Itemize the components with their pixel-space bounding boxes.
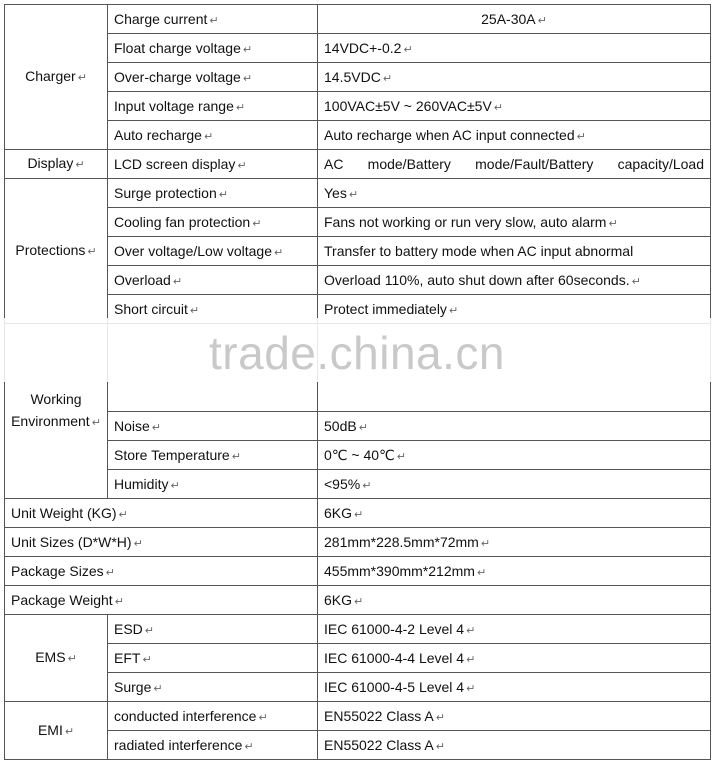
label-cell: Short circuit ↵ [108,295,318,324]
table-row [5,470,711,499]
spec-table [4,4,711,760]
table-row [5,34,711,63]
value-cell: EN55022 Class A ↵ [318,702,711,731]
table-row [5,499,711,528]
table-row [5,441,711,470]
value-cell: Auto recharge when AC input connected ↵ [318,121,711,150]
value-cell: Transfer to battery mode when AC input abnormal [318,237,711,266]
table-row [5,266,711,295]
label-cell: Cooling fan protection ↵ [108,208,318,237]
label-cell: Over-charge voltage ↵ [108,63,318,92]
value-cell: AC mode/Battery mode/Fault/Battery capacity/Load [318,150,711,179]
value-cell: 25A-30A ↵ [318,5,711,34]
category-cell: Protections ↵ [5,179,108,324]
table-row [5,412,711,441]
value-cell: Overload 110%, auto shut down after 60seconds. ↵ [318,266,711,295]
label-cell: radiated interference ↵ [108,731,318,760]
value-cell: 0℃ ~ 40℃ ↵ [318,441,711,470]
value-cell: 6KG ↵ [318,499,711,528]
label-cell: Package Weight ↵ [5,586,318,615]
table-row [5,557,711,586]
label-cell: conducted interference ↵ [108,702,318,731]
table-row [5,673,711,702]
label-cell: Input voltage range ↵ [108,92,318,121]
label-cell: ESD ↵ [108,615,318,644]
table-row [5,615,711,644]
table-row [5,5,711,34]
value-cell: Fans not working or run very slow, auto alarm ↵ [318,208,711,237]
table-row [5,702,711,731]
label-cell: EFT ↵ [108,644,318,673]
value-cell: 100VAC±5V ~ 260VAC±5V ↵ [318,92,711,121]
label-cell: Float charge voltage ↵ [108,34,318,63]
value-cell: 14VDC+-0.2 ↵ [318,34,711,63]
table-row [5,150,711,179]
table-row [5,179,711,208]
label-cell: Overload ↵ [108,266,318,295]
table-row [5,208,711,237]
value-cell: 281mm*228.5mm*72mm ↵ [318,528,711,557]
table-row [5,92,711,121]
label-cell: Over voltage/Low voltage ↵ [108,237,318,266]
table-row [5,731,711,760]
value-cell: Protect immediately ↵ [318,295,711,324]
value-cell: 455mm*390mm*212mm ↵ [318,557,711,586]
value-cell: 50dB ↵ [318,412,711,441]
label-cell: Surge protection ↵ [108,179,318,208]
label-cell: Humidity ↵ [108,470,318,499]
value-cell: IEC 61000-4-2 Level 4 ↵ [318,615,711,644]
table-row [5,63,711,92]
label-cell: Store Temperature ↵ [108,441,318,470]
category-cell: Display ↵ [5,150,108,179]
table-row [5,237,711,266]
label-cell: Unit Weight (KG) ↵ [5,499,318,528]
label-cell: Charge current ↵ [108,5,318,34]
category-cell: EMS ↵ [5,615,108,702]
value-cell: Yes ↵ [318,179,711,208]
value-cell: IEC 61000-4-5 Level 4 ↵ [318,673,711,702]
table-row [5,586,711,615]
watermark-text: trade.china.cn [209,327,505,379]
value-cell: IEC 61000-4-4 Level 4 ↵ [318,644,711,673]
category-cell: Working Environment ↵ [5,324,108,499]
category-cell: Charger ↵ [5,5,108,150]
value-cell: 6KG ↵ [318,586,711,615]
value-cell: 14.5VDC ↵ [318,63,711,92]
value-cell: EN55022 Class A ↵ [318,731,711,760]
value-cell: <95% ↵ [318,470,711,499]
label-cell: Noise ↵ [108,412,318,441]
table-row [5,644,711,673]
table-row [5,121,711,150]
category-cell: EMI ↵ [5,702,108,760]
label-cell: Surge ↵ [108,673,318,702]
label-cell: Unit Sizes (D*W*H) ↵ [5,528,318,557]
label-cell: LCD screen display ↵ [108,150,318,179]
label-cell: Package Sizes ↵ [5,557,318,586]
label-cell: Auto recharge ↵ [108,121,318,150]
table-row [5,528,711,557]
